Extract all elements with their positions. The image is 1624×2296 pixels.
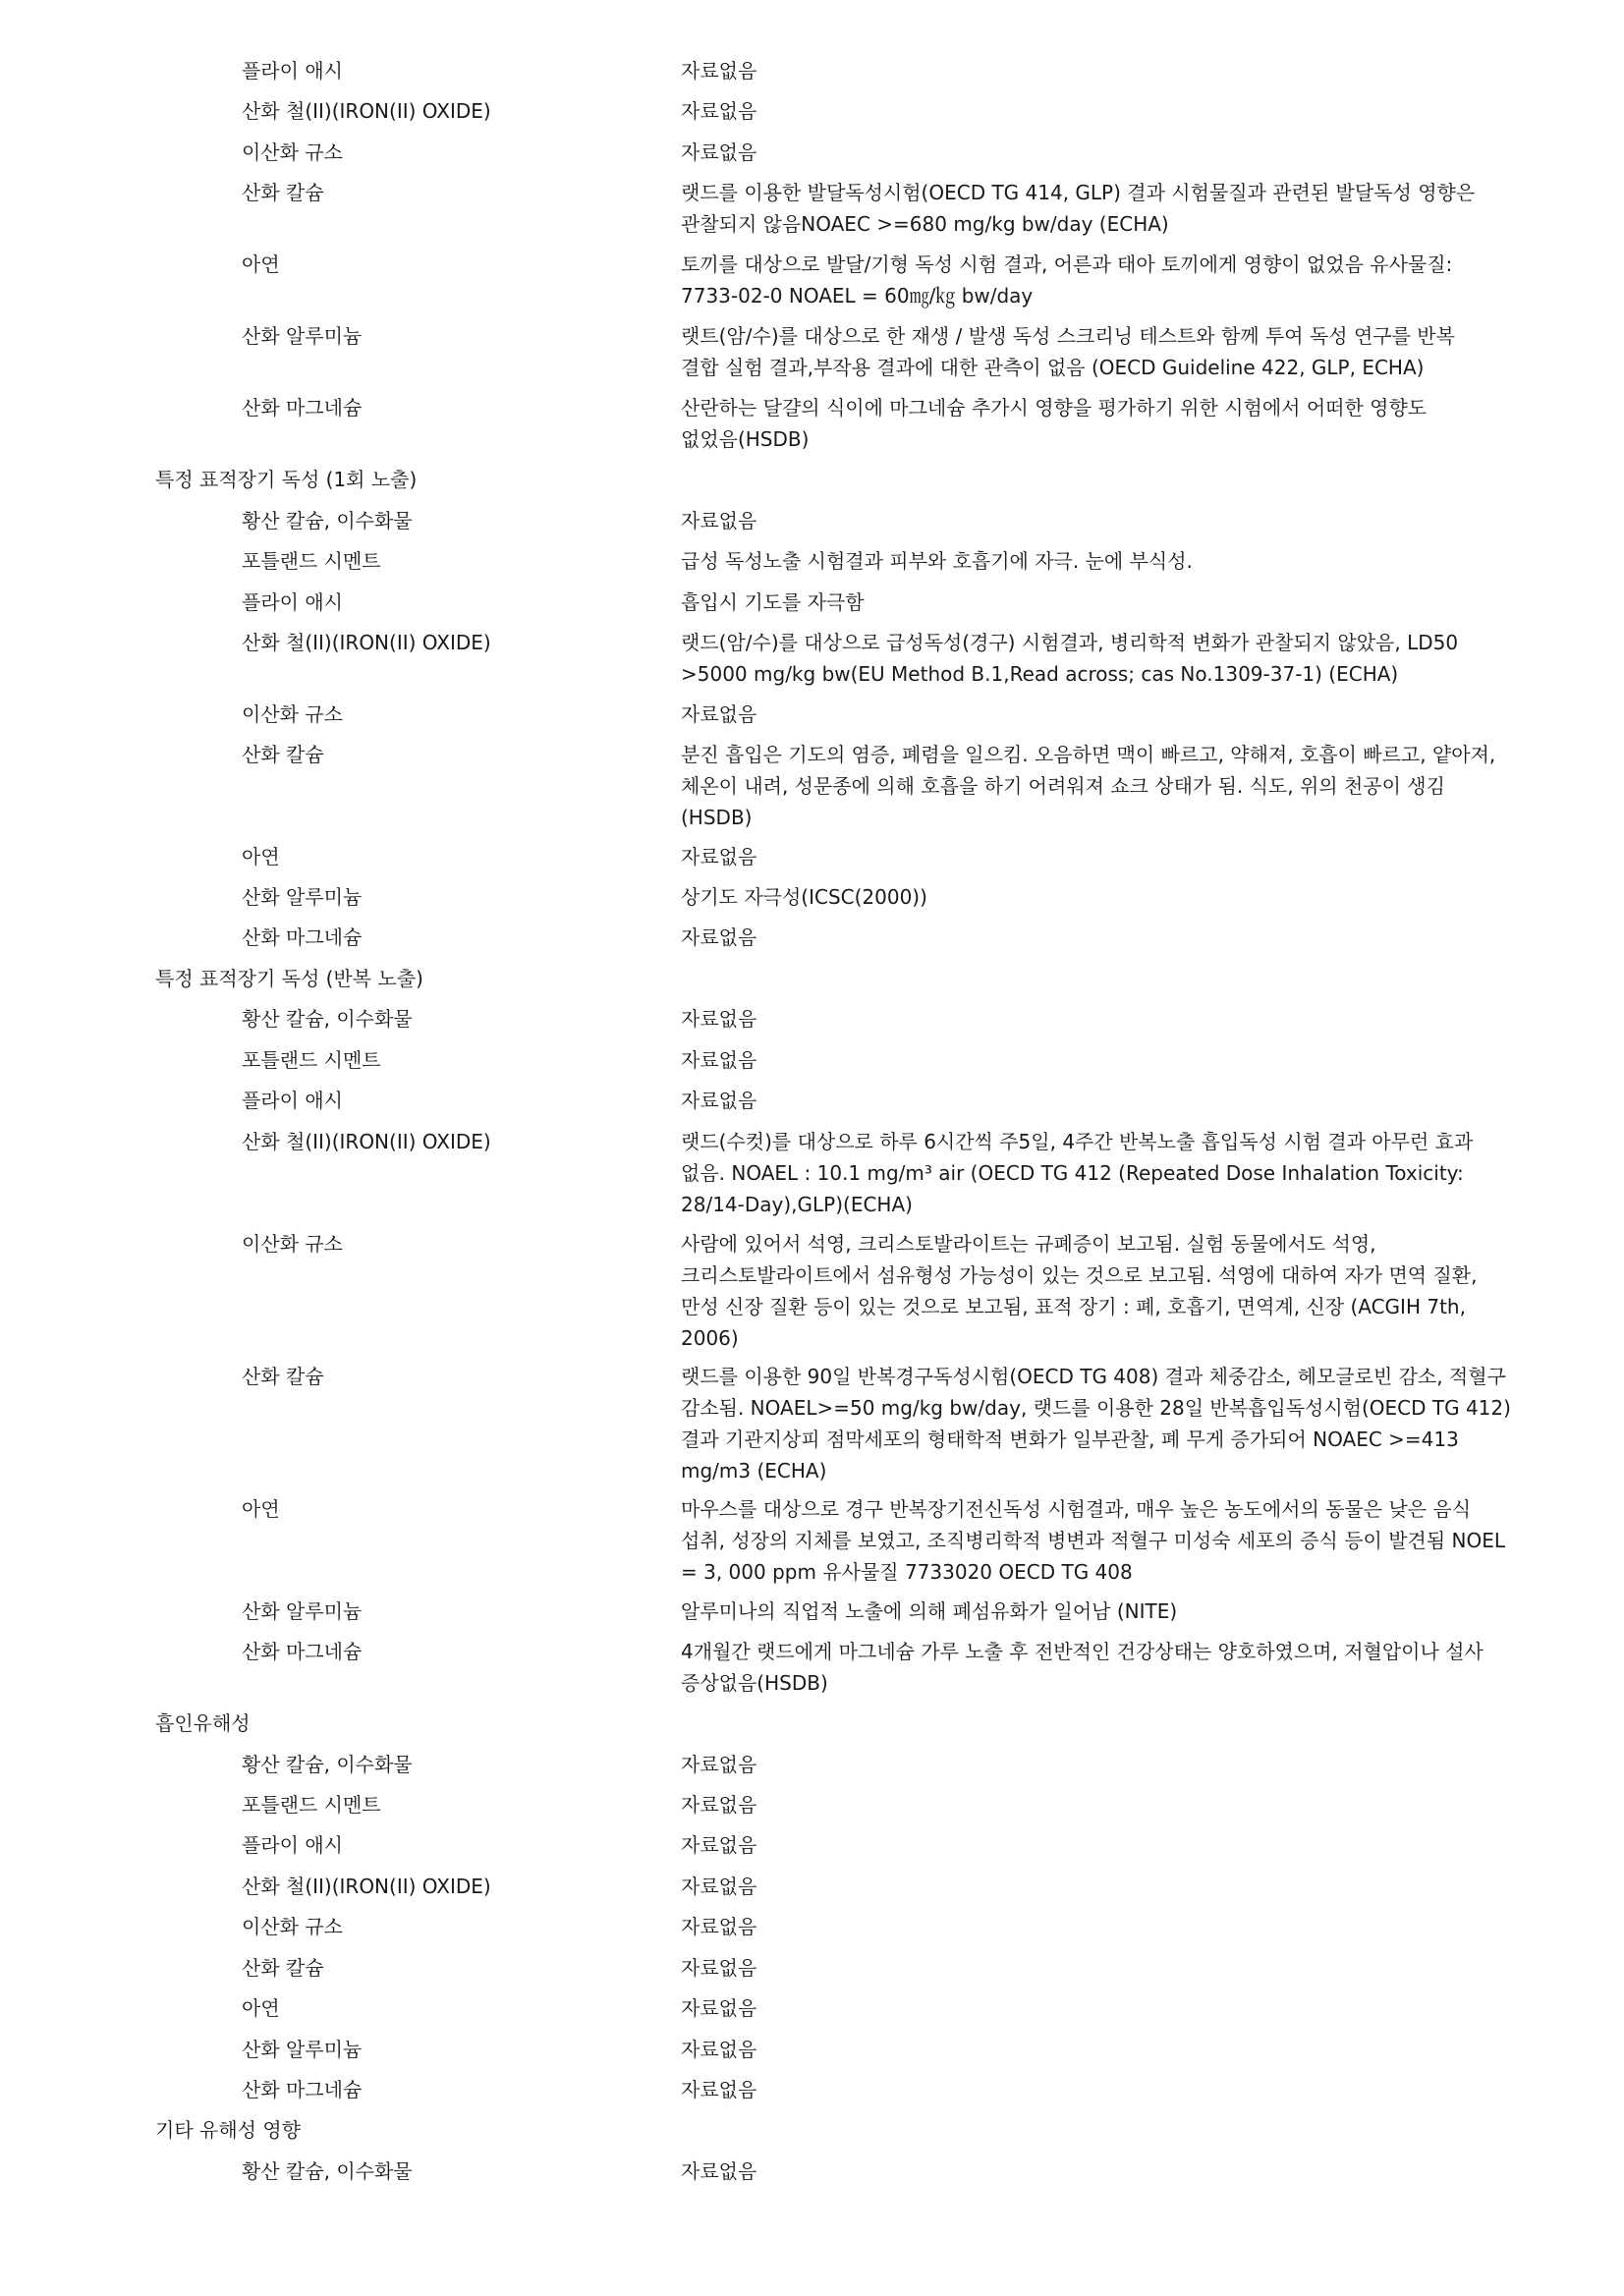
substance-value: 자료없음	[681, 99, 757, 123]
substance-name: 포틀랜드 시멘트	[242, 1793, 381, 1817]
substance-name: 플라이 애시	[242, 59, 343, 83]
substance-value: 자료없음	[681, 2038, 757, 2061]
substance-name: 이산화 규소	[242, 140, 343, 164]
substance-value: 자료없음	[681, 59, 757, 83]
substance-value: 상기도 자극성(ICSC(2000))	[681, 885, 927, 909]
substance-name: 이산화 규소	[242, 1232, 343, 1256]
substance-value: 자료없음	[681, 1875, 757, 1898]
substance-value: 자료없음	[681, 925, 757, 949]
substance-value: 랫드(수컷)를 대상으로 하루 6시간씩 주5일, 4주간 반복노출 흡입독성 시험 결과 아무런 효과 없음. NOAEL : 10.1 mg/m³ air (OECD TG 412 (Repeated Dose Inhalation Toxicity: 28/14-Day),GLP)(ECHA)	[681, 1130, 1474, 1216]
substance-name: 산화 알루미늄	[242, 324, 363, 348]
substance-value: 자료없음	[681, 845, 757, 868]
substance-name: 산화 철(II)(IRON(II) OXIDE)	[242, 1130, 491, 1153]
substance-name: 플라이 애시	[242, 590, 343, 614]
substance-name: 플라이 애시	[242, 1089, 343, 1112]
substance-name: 산화 마그네슘	[242, 1640, 363, 1663]
substance-value: 사람에 있어서 석영, 크리스토발라이트는 규폐증이 보고됨. 실험 동물에서도 석영, 크리스토발라이트에서 섬유형성 가능성이 있는 것으로 보고됨. 석영에 대하여 자가 면역 질환, 만성 신장 질환 등이 있는 것으로 보고됨, 표적 장기 : 폐, 호흡기, 면역계, 신장 (ACGIH 7th, 2006)	[681, 1232, 1478, 1350]
substance-name: 포틀랜드 시멘트	[242, 1048, 381, 1072]
substance-name: 산화 마그네슘	[242, 2078, 363, 2101]
substance-name: 플라이 애시	[242, 1833, 343, 1857]
substance-value: 랫드를 이용한 90일 반복경구독성시험(OECD TG 408) 결과 체중감소, 헤모글로빈 감소, 적혈구 감소됨. NOAEL>=50 mg/kg bw/day, 랫드를 이용한 28일 반복흡입독성시험(OECD TG 412) 결과 기관지상피 점막세포의 형태학적 변화가 일부관찰, 폐 무게 증가되어 NOAEC >=413 mg/m3 (ECHA)	[681, 1365, 1511, 1483]
section-title: 흡인유해성	[155, 1711, 251, 1735]
substance-name: 이산화 규소	[242, 1915, 343, 1938]
substance-value: 자료없음	[681, 2078, 757, 2101]
substance-value: 자료없음	[681, 1753, 757, 1776]
substance-value: 흡입시 기도를 자극함	[681, 590, 865, 614]
substance-name: 포틀랜드 시멘트	[242, 549, 381, 573]
section-title: 특정 표적장기 독성 (반복 노출)	[155, 967, 423, 990]
substance-name: 황산 칼슘, 이수화물	[242, 2159, 413, 2183]
substance-value: 자료없음	[681, 702, 757, 726]
substance-name: 산화 마그네슘	[242, 925, 363, 949]
substance-name: 산화 알루미늄	[242, 885, 363, 909]
substance-value: 알루미나의 직업적 노출에 의해 폐섬유화가 일어남 (NITE)	[681, 1599, 1178, 1623]
substance-value: 마우스를 대상으로 경구 반복장기전신독성 시험결과, 매우 높은 농도에서의 동물은 낮은 음식 섭취, 성장의 지체를 보였고, 조직병리학적 병변과 적혈구 미성숙 세포의 증식 등이 발견됨 NOEL = 3, 000 ppm 유사물질 7733020 OECD TG 408	[681, 1497, 1506, 1584]
substance-name: 아연	[242, 1497, 280, 1521]
substance-name: 산화 철(II)(IRON(II) OXIDE)	[242, 99, 491, 123]
substance-value: 자료없음	[681, 1048, 757, 1072]
substance-name: 산화 칼슘	[242, 181, 324, 204]
substance-name: 산화 칼슘	[242, 743, 324, 766]
substance-value: 자료없음	[681, 509, 757, 532]
substance-name: 아연	[242, 845, 280, 868]
substance-value: 자료없음	[681, 1956, 757, 1980]
substance-name: 산화 칼슘	[242, 1365, 324, 1388]
substance-value: 분진 흡입은 기도의 염증, 폐렴을 일으킴. 오음하면 맥이 빠르고, 약해져, 호흡이 빠르고, 얕아져, 체온이 내려, 성문종에 의해 호흡을 하기 어려워져 쇼크 상태가 됨. 식도, 위의 천공이 생김 (HSDB)	[681, 743, 1496, 829]
substance-value: 자료없음	[681, 1996, 757, 2020]
substance-value: 랫드를 이용한 발달독성시험(OECD TG 414, GLP) 결과 시험물질과 관련된 발달독성 영향은 관찰되지 않음NOAEC >=680 mg/kg bw/day (ECHA)	[681, 181, 1476, 236]
substance-name: 산화 알루미늄	[242, 2038, 363, 2061]
substance-name: 황산 칼슘, 이수화물	[242, 1007, 413, 1031]
substance-value: 4개월간 랫드에게 마그네슘 가루 노출 후 전반적인 건강상태는 양호하였으며, 저혈압이나 설사 증상없음(HSDB)	[681, 1640, 1484, 1695]
substance-name: 산화 철(II)(IRON(II) OXIDE)	[242, 631, 491, 654]
section-title: 기타 유해성 영향	[155, 2118, 301, 2142]
substance-name: 산화 칼슘	[242, 1956, 324, 1980]
substance-name: 산화 알루미늄	[242, 1599, 363, 1623]
substance-value: 산란하는 달걀의 식이에 마그네슘 추가시 영향을 평가하기 위한 시험에서 어떠한 영향도 없었음(HSDB)	[681, 396, 1428, 451]
substance-value: 자료없음	[681, 1793, 757, 1817]
substance-name: 산화 철(II)(IRON(II) OXIDE)	[242, 1875, 491, 1898]
substance-value: 자료없음	[681, 1915, 757, 1938]
substance-name: 아연	[242, 252, 280, 276]
substance-value: 급성 독성노출 시험결과 피부와 호흡기에 자극. 눈에 부식성.	[681, 549, 1193, 573]
substance-value: 자료없음	[681, 1089, 757, 1112]
substance-name: 황산 칼슘, 이수화물	[242, 1753, 413, 1776]
substance-value: 자료없음	[681, 1833, 757, 1857]
substance-value: 토끼를 대상으로 발달/기형 독성 시험 결과, 어른과 태아 토끼에게 영향이 없었음 유사물질: 7733-02-0 NOAEL = 60㎎/㎏ bw/day	[681, 252, 1453, 308]
substance-value: 자료없음	[681, 2159, 757, 2183]
substance-value: 랫트(암/수)를 대상으로 한 재생 / 발생 독성 스크리닝 테스트와 함께 투여 독성 연구를 반복 결합 실험 결과,부작용 결과에 대한 관측이 없음 (OECD Guideline 422, GLP, ECHA)	[681, 324, 1455, 379]
substance-name: 아연	[242, 1996, 280, 2020]
substance-name: 산화 마그네슘	[242, 396, 363, 420]
section-title: 특정 표적장기 독성 (1회 노출)	[155, 468, 418, 491]
substance-value: 랫드(암/수)를 대상으로 급성독성(경구) 시험결과, 병리학적 변화가 관찰되지 않았음, LD50 >5000 mg/kg bw(EU Method B.1,Read across; cas No.1309-37-1) (ECHA)	[681, 631, 1459, 686]
substance-value: 자료없음	[681, 140, 757, 164]
substance-name: 황산 칼슘, 이수화물	[242, 509, 413, 532]
substance-name: 이산화 규소	[242, 702, 343, 726]
substance-value: 자료없음	[681, 1007, 757, 1031]
